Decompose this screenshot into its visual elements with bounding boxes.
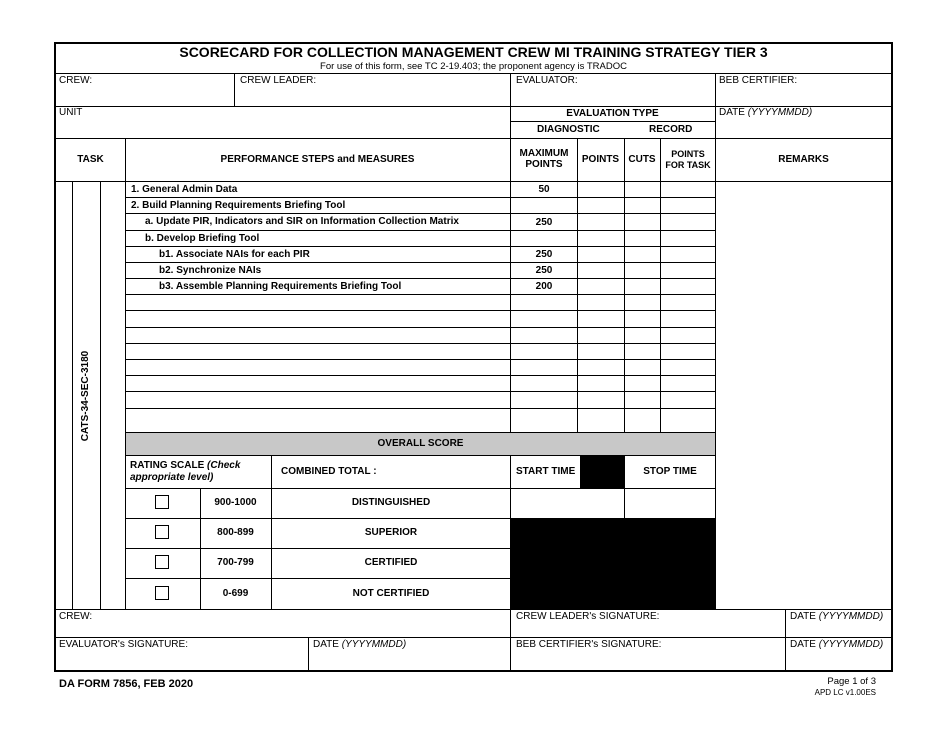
step-max: 250	[535, 249, 553, 260]
col-max-points: MAXIMUM POINTS	[519, 148, 569, 170]
combined-total-label: COMBINED TOTAL :	[281, 466, 377, 477]
rating-scale-label: RATING SCALE (Check appropriate level)	[130, 460, 241, 483]
step-row: b2. Synchronize NAIs	[159, 265, 262, 276]
rating-range: 700-799	[217, 557, 254, 568]
step-max: 250	[535, 217, 553, 228]
footer-date-label: DATE (YYYYMMDD)	[313, 639, 407, 650]
step-max: 250	[535, 265, 553, 276]
crew-leader-label: CREW LEADER:	[240, 75, 317, 86]
step-max: 50	[538, 184, 550, 195]
task-code: CATS-34-SEC-3180	[80, 350, 91, 442]
blackout-block	[580, 456, 625, 489]
rating-checkbox-certified[interactable]	[155, 555, 169, 569]
form-number: DA FORM 7856, FEB 2020	[59, 678, 194, 690]
footer-date-label: DATE (YYYYMMDD)	[790, 611, 884, 622]
footer-date-label: DATE (YYYYMMDD)	[790, 639, 884, 650]
col-performance: PERFORMANCE STEPS and MEASURES	[220, 154, 415, 165]
col-points: POINTS	[581, 154, 620, 165]
evaluator-label: EVALUATOR:	[516, 75, 578, 86]
start-time-label: START TIME	[516, 466, 576, 477]
form-version: APD LC v1.00ES	[814, 688, 876, 697]
step-max: 200	[535, 281, 553, 292]
diagnostic-label: DIAGNOSTIC	[537, 124, 600, 135]
crew-leader-signature-label: CREW LEADER's SIGNATURE:	[516, 611, 660, 622]
rating-range: 900-1000	[214, 497, 257, 508]
page-number: Page 1 of 3	[827, 676, 876, 687]
step-row: 2. Build Planning Requirements Briefing Tool	[131, 200, 346, 211]
rating-level: DISTINGUISHED	[351, 497, 431, 508]
rating-range: 800-899	[217, 527, 254, 538]
step-row: b1. Associate NAIs for each PIR	[159, 249, 310, 260]
col-task: TASK	[77, 154, 104, 165]
step-row: 1. General Admin Data	[131, 184, 238, 195]
rating-checkbox-superior[interactable]	[155, 525, 169, 539]
stop-time-label: STOP TIME	[643, 466, 697, 477]
rating-checkbox-distinguished[interactable]	[155, 495, 169, 509]
rating-level: NOT CERTIFIED	[352, 588, 430, 599]
evaluation-type-label: EVALUATION TYPE	[566, 108, 659, 119]
rating-checkbox-not-certified[interactable]	[155, 586, 169, 600]
date-label: DATE (YYYYMMDD)	[719, 107, 813, 118]
form-title: SCORECARD FOR COLLECTION MANAGEMENT CREW MI TRAINING STRATEGY TIER 3	[179, 44, 768, 60]
record-label: RECORD	[649, 124, 693, 135]
footer-crew-label: CREW:	[59, 611, 93, 622]
col-remarks: REMARKS	[778, 154, 829, 165]
blackout-block	[511, 518, 715, 609]
beb-certifier-label: BEB CERTIFIER:	[719, 75, 798, 86]
step-row: b. Develop Briefing Tool	[145, 233, 260, 244]
crew-label: CREW:	[59, 75, 93, 86]
rating-level: CERTIFIED	[364, 557, 418, 568]
rating-range: 0-699	[222, 588, 249, 599]
step-row: b3. Assemble Planning Requirements Briefing Tool	[159, 281, 402, 292]
form-subtitle: For use of this form, see TC 2-19.403; the proponent agency is TRADOC	[320, 61, 627, 72]
step-row: a. Update PIR, Indicators and SIR on Information Collection Matrix	[145, 216, 459, 227]
unit-label: UNIT	[59, 107, 83, 118]
beb-certifier-signature-label: BEB CERTIFIER's SIGNATURE:	[516, 639, 662, 650]
evaluator-signature-label: EVALUATOR's SIGNATURE:	[59, 639, 188, 650]
col-points-for-task: POINTS FOR TASK	[665, 149, 711, 170]
rating-level: SUPERIOR	[364, 527, 418, 538]
overall-score-label: OVERALL SCORE	[377, 438, 464, 449]
col-cuts: CUTS	[628, 154, 656, 165]
